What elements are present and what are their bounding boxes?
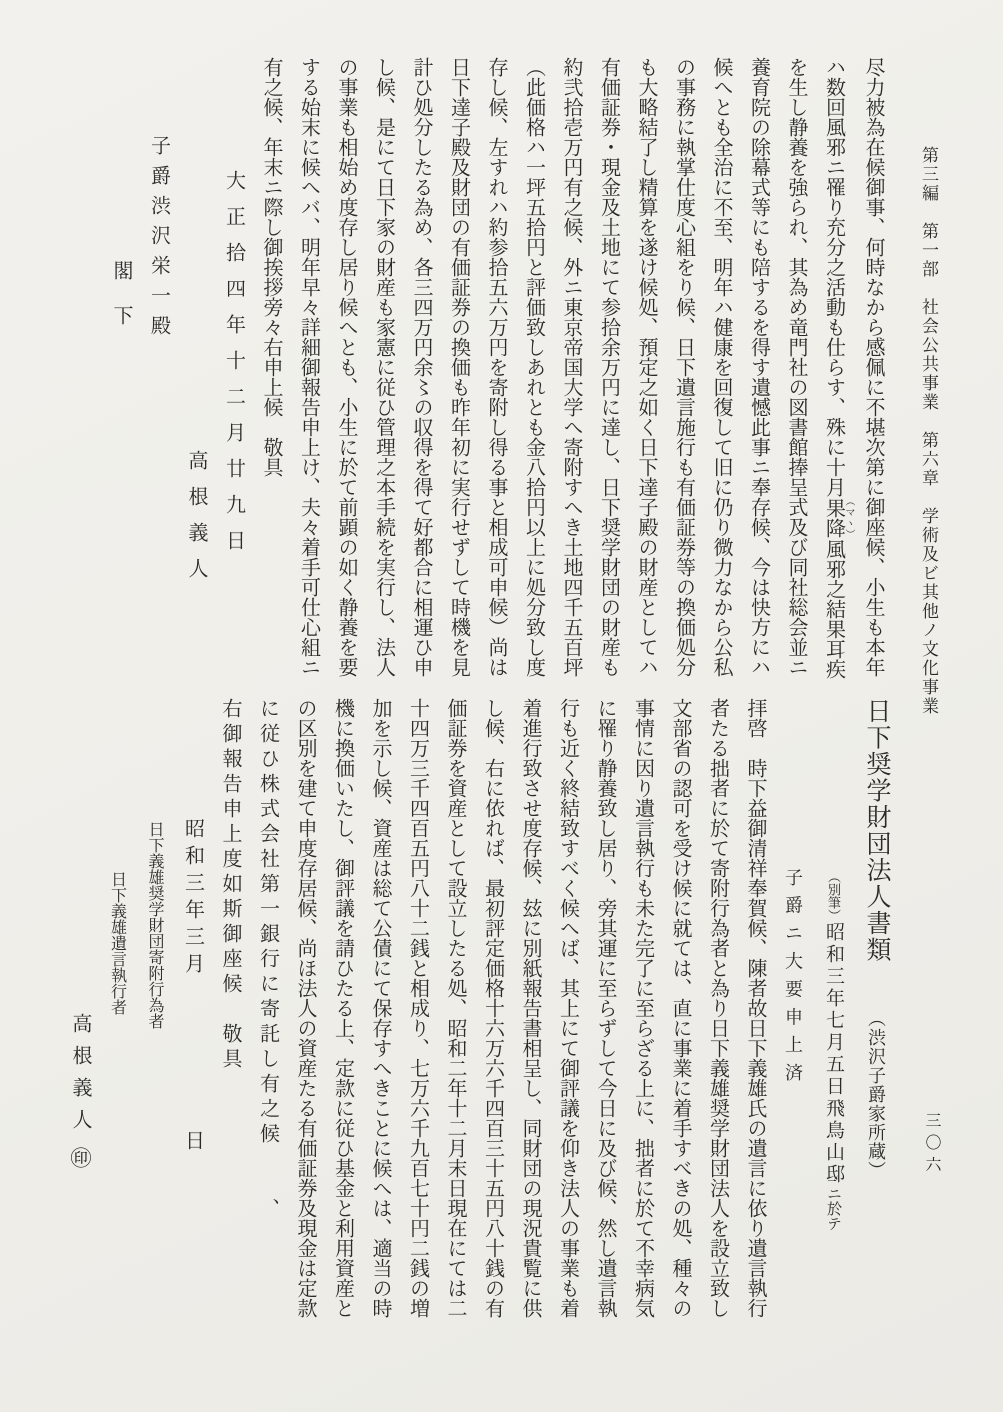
letter-line: 事情に因り遺言執行も未た完了に至らざる上に、拙者に於て不幸病気 [631, 698, 654, 1318]
letter-line: 有之候、年末ニ際し御挨拶旁々右申上候 敬具 [260, 57, 282, 477]
letter-showa3 [61, 698, 900, 1333]
addressee-name: 子爵渋沢栄一殿 [147, 135, 170, 345]
venue-suffix: ニ於テ [825, 1186, 841, 1231]
letter-line [814, 57, 854, 702]
sic-note: （マヽ） [843, 496, 854, 540]
line-text: ハ数回風邪ニ罹り充分之活動も仕らす、殊に十月 [822, 57, 845, 497]
document-title: 日下奨学財団法人書類 [863, 698, 890, 963]
letter-taisho14 [102, 57, 892, 702]
venue-date-line [813, 698, 853, 1333]
letter-line: 日下達子殿及財団の有価証券の換価も昨年初に実行せずして時機を見 [447, 57, 470, 677]
letter-line: の区別を建て申度存居候、尚ほ法人の資産たる有価証券及現金は定款 [294, 698, 316, 1318]
sender-name [61, 698, 99, 1333]
letter-line: の事業も相始め度存し居り候へとも、小生に於て前顕の如く静養を要 [335, 57, 357, 677]
letter-line: を生し静養を強られ、其為め竜門社の図書館捧呈式及び同社総会並ニ [785, 57, 807, 677]
running-header: 第三編 第一部 社会公共事業 第六章 学術及ビ其他ノ文化事業 [919, 146, 938, 716]
source-note: （渋沢子爵家所蔵） [866, 1009, 886, 1180]
document-title-line [853, 698, 899, 1333]
honorific: 閣下 [110, 260, 132, 350]
letter-line: 尽力被為在候御事、何時なから感佩に不堪次第に御座候、小生も本年 [862, 57, 884, 677]
signer-role: 日下義雄奨学財団寄附行為者 [146, 821, 163, 1029]
line-text: 風邪之結果耳疾 [822, 539, 845, 679]
annotation-note: （別筆） [826, 870, 841, 922]
seal-stamp: ㊞ [68, 1147, 92, 1168]
letter-line: し候、右に依れば、最初評定価格十六万六千四百三十五円八十銭の有 [481, 698, 504, 1318]
letter-line: 存し候、左すれハ約参拾五六万円を寄附し得る事と相成可申候）尚は [485, 57, 507, 677]
signer-role: 日下義雄遺言執行者 [108, 871, 126, 1015]
letter-line: し候、是にて日下家の財産も家憲に従ひ管理之本手続を実行し、法人 [372, 57, 395, 677]
letter-line: 拝啓 時下益御清祥奉賀候、陳者故日下義雄氏の遺言に依り遺言執行 [744, 698, 766, 1318]
letter-line: の事務に執掌仕度心組をり候、日下遺言施行も有価証券等の換価処分 [672, 57, 695, 677]
letter-closing-line: 右御報告申上度如斯御座候 敬具 [219, 698, 241, 1073]
letter-line: 機に換価いたし、御評議を請ひたる上、定款に従ひ基金と利用資産と [331, 698, 354, 1318]
letter-line: 約弐拾壱万円有之候、外ニ東京帝国大学へ寄附すへき土地四千五百坪 [560, 57, 582, 677]
letter-date: 大正拾四年十二月廿九日 [222, 170, 245, 566]
page-number: 三〇六 [923, 1112, 940, 1178]
letter-line: （此価格ハ一坪五拾円と評価致しあれとも金八拾円以上に処分致し度 [522, 57, 545, 677]
letter-line: 着進行致させ度存候、玆に別紙報告書相呈し、同財団の現況貴覧に供 [519, 698, 541, 1318]
sic-annotation [822, 496, 854, 540]
letter-line: 行も近く終結致すべく候へば、其上にて御評議を仰き法人の事業も着 [556, 698, 579, 1318]
sic-base: 果降 [822, 496, 845, 540]
letter-line: 文部省の認可を受け候に就ては、直に事業に着手すべきの処、種々の [669, 698, 691, 1318]
letter-line: 候へとも全治に不至、明年ハ健康を回復して旧に仍り微力なから公私 [710, 57, 732, 677]
letter-line: も大略結了し精算を遂け候処、預定之如く日下達子殿の財産としてハ [635, 57, 657, 677]
memo-note: 子爵ニ大要申上済 [783, 868, 803, 1092]
sender-name: 高根義人 [185, 450, 207, 594]
venue-date: 昭和三年七月五日飛鳥山邸 [823, 922, 844, 1186]
letter-line: 加を示し候、資産は総て公債にて保存すへきことに候へは、適当の時 [369, 698, 391, 1318]
signer-name: 高根義人 [69, 1013, 91, 1141]
letter-line: に罹り静養致し居り、旁其運に至らずして今日に及び候、然し遺言執 [594, 698, 616, 1318]
letter-line: に従ひ株式会社第一銀行に寄託し有之候 、 [256, 698, 279, 1223]
letter-date [173, 698, 211, 1333]
letter-line: 有価証券・現金及土地にて参拾余万円に達し、日下奨学財団の財産も [597, 57, 620, 677]
letter-line: 者たる拙者に於て寄附行為者と為り日下義雄奨学財団法人を設立致し [706, 698, 729, 1318]
letter-line: 価証券を資産として設立したる処、昭和二年十二月末日現在にては二 [444, 698, 466, 1318]
date-day: 日 [181, 1130, 204, 1157]
letter-line: 十四万三千四百五円八十二銭と相成り、七万六千九百七十円二銭の増 [406, 698, 429, 1318]
letter-line: 養育院の除幕式等にも陪するを得す遺憾此事ニ奉存候、今は快方にハ [747, 57, 770, 677]
date-main: 昭和三年三月 [181, 818, 204, 980]
letter-line: する始末に候へバ、明年早々詳細御報告申上け、夫々着手可仕心組ニ [297, 57, 320, 677]
letter-line: 計ひ処分したる為め、各三四万円余〻の収得を得て好都合に相運ひ申 [410, 57, 432, 677]
